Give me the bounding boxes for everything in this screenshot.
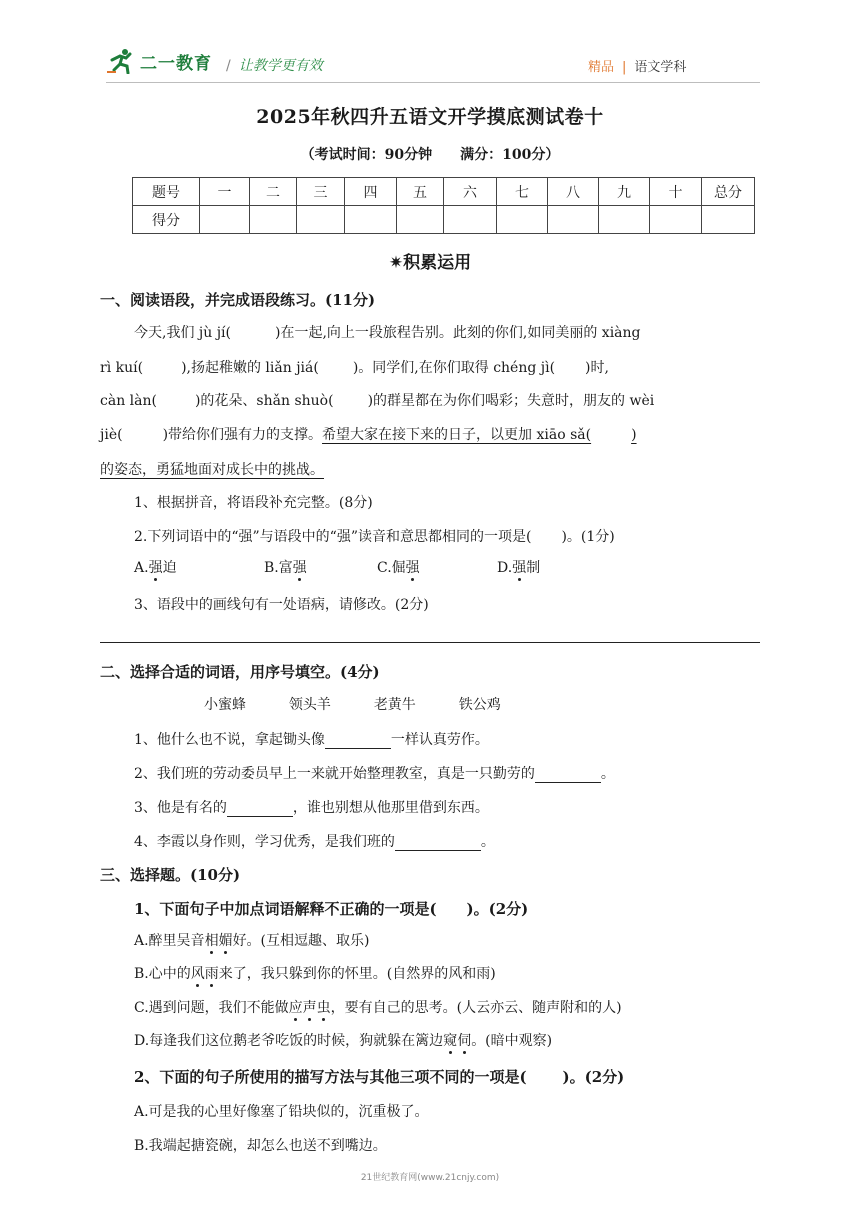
table-cell: 八	[548, 178, 599, 206]
score-cell[interactable]	[650, 206, 702, 234]
score-table	[132, 177, 755, 234]
table-cell: 四	[345, 178, 397, 206]
q2-sentence-2: 2、我们班的劳动委员早上一来就开始整理教室，真是一只勤劳的 。	[134, 766, 615, 782]
jingpin-label: 精品	[588, 60, 615, 75]
q2-sentence-3: 3、他是有名的 ，谁也别想从他那里借到东西。	[134, 800, 489, 816]
q3-sub2: 2、下面的句子所使用的描写方法与其他三项不同的一项是( )。(2分)	[134, 1068, 625, 1086]
slogan: / 让教学更有效	[226, 58, 323, 74]
table-row-header	[133, 178, 755, 206]
score-cell[interactable]	[548, 206, 599, 234]
table-cell: 七	[497, 178, 548, 206]
score-cell[interactable]	[444, 206, 497, 234]
table-cell: 题号	[133, 178, 200, 206]
q3-sub2-option-b[interactable]: B.我端起搪瓷碗，却怎么也送不到嘴边。	[134, 1138, 387, 1154]
score-cell[interactable]	[345, 206, 397, 234]
table-cell: 总分	[702, 178, 755, 206]
q1-option-c[interactable]: C.倔强	[377, 560, 420, 576]
answer-line[interactable]	[100, 642, 760, 643]
word-item: 铁公鸡	[458, 697, 501, 713]
fill-blank[interactable]	[535, 766, 601, 783]
q2-heading: 二、选择合适的词语，用序号填空。(4分)	[100, 663, 380, 681]
table-cell: 得分	[133, 206, 200, 234]
table-cell: 十	[650, 178, 702, 206]
table-cell: 九	[599, 178, 650, 206]
page-title: 2025年秋四升五语文开学摸底测试卷十	[256, 106, 604, 128]
score-cell[interactable]	[702, 206, 755, 234]
full-score: 满分：100分）	[460, 147, 560, 163]
underlined-sentence: 希望大家在接下来的日子，以更加 xiāo sǎ( )	[322, 427, 637, 443]
word-item: 领头羊	[288, 697, 331, 713]
fill-blank[interactable]	[395, 834, 481, 851]
score-cell[interactable]	[250, 206, 297, 234]
section-heading: ✷积累运用	[388, 253, 472, 273]
q1-para-line-2: rì kuí( ),扬起稚嫩的 liǎn jiá( )。同学们,在你们取得 chéng jì( )时,	[100, 360, 609, 376]
score-cell[interactable]	[297, 206, 345, 234]
score-cell[interactable]	[497, 206, 548, 234]
score-cell[interactable]	[200, 206, 250, 234]
exam-info	[0, 144, 860, 164]
header-right: 精品 | 语文学科	[588, 60, 687, 75]
q1-para-line-1: 今天,我们 jù jí( )在一起,向上一段旅程告别。此刻的你们,如同美丽的 xiàng	[134, 325, 641, 341]
table-cell: 二	[250, 178, 297, 206]
q1-para-line-5: 的姿态，勇猛地面对成长中的挑战。	[100, 462, 324, 478]
word-item: 小蜜蜂	[204, 697, 246, 713]
q3-sub1-option-d[interactable]: D.每逢我们这位鹅老爷吃饭的时候，狗就躲在篱边窥伺。(暗中观察)	[134, 1033, 553, 1049]
q1-sub3: 3、语段中的画线句有一处语病，请修改。(2分)	[134, 597, 429, 613]
q1-option-d[interactable]: D.强制	[497, 560, 541, 576]
exam-time: （考试时间：90分钟	[300, 147, 433, 163]
q3-sub1: 1、下面句子中加点词语解释不正确的一项是( )。(2分)	[134, 900, 529, 918]
q3-sub1-option-c[interactable]: C.遇到问题，我们不能做应声虫，要有自己的思考。(人云亦云、随声附和的人)	[134, 1000, 622, 1016]
fill-blank[interactable]	[325, 732, 391, 749]
q1-option-b[interactable]: B.富强	[264, 560, 307, 576]
q3-heading: 三、选择题。(10分)	[100, 866, 241, 884]
running-man-icon	[106, 48, 136, 74]
q1-para-line-3: càn làn( )的花朵、shǎn shuò( )的群星都在为你们喝彩；失意时，朋友的 wèi	[100, 393, 655, 409]
table-cell: 五	[397, 178, 444, 206]
table-row-score	[133, 206, 755, 234]
fill-blank[interactable]	[227, 800, 293, 817]
footer-source: 21世纪教育网(www.21cnjy.com)	[360, 1173, 500, 1183]
table-cell: 六	[444, 178, 497, 206]
table-cell: 三	[297, 178, 345, 206]
logo-text: 二一教育	[140, 53, 212, 74]
subject-label: 语文学科	[634, 60, 687, 75]
word-bank	[204, 694, 501, 714]
word-item: 老黄牛	[373, 697, 416, 713]
q1-option-a[interactable]: A.强迫	[134, 560, 177, 576]
q2-sentence-1: 1、他什么也不说，拿起锄头像 一样认真劳作。	[134, 732, 489, 748]
q1-para-line-4: jiè( )带给你们强有力的支撑。希望大家在接下来的日子，以更加 xiāo sǎ( )	[100, 427, 637, 443]
score-cell[interactable]	[397, 206, 444, 234]
logo	[106, 48, 212, 74]
header-divider	[106, 82, 760, 83]
q1-sub1: 1、根据拼音，将语段补充完整。(8分)	[134, 495, 373, 511]
q3-sub1-option-a[interactable]: A.醉里吴音相媚好。(互相逗趣、取乐)	[134, 933, 370, 949]
q3-sub1-option-b[interactable]: B.心中的风雨来了，我只躲到你的怀里。(自然界的风和雨)	[134, 966, 496, 982]
q3-sub2-option-a[interactable]: A.可是我的心里好像塞了铅块似的，沉重极了。	[134, 1104, 429, 1120]
q1-sub2: 2.下列词语中的“强”与语段中的“强”读音和意思都相同的一项是( )。(1分)	[134, 529, 615, 545]
q2-sentence-4: 4、李霞以身作则，学习优秀，是我们班的 。	[134, 834, 495, 850]
table-cell: 一	[200, 178, 250, 206]
q1-heading: 一、阅读语段，并完成语段练习。(11分)	[100, 291, 376, 309]
score-cell[interactable]	[599, 206, 650, 234]
